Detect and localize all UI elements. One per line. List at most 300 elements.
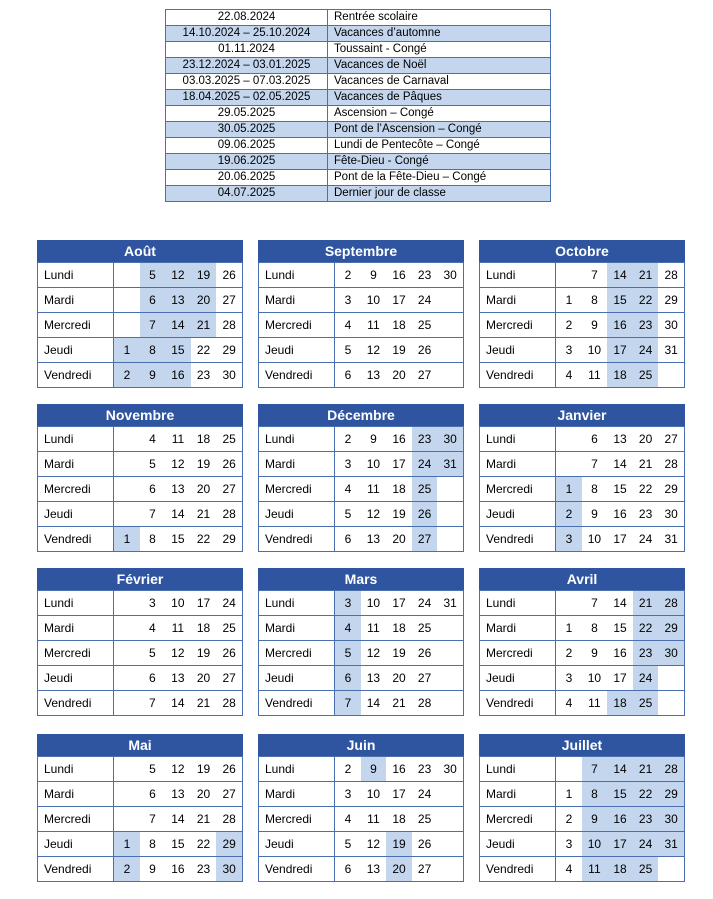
summary-date: 04.07.2025 bbox=[166, 186, 328, 202]
date-cell: 8 bbox=[582, 616, 608, 641]
date-cell: 21 bbox=[191, 502, 217, 527]
date-cell: 26 bbox=[216, 757, 242, 782]
date-cell: 3 bbox=[556, 527, 582, 552]
weekday-label: Vendredi bbox=[38, 363, 114, 388]
date-cell bbox=[437, 288, 463, 313]
date-cell: 8 bbox=[582, 782, 608, 807]
week-row bbox=[38, 502, 243, 527]
date-cell: 4 bbox=[335, 616, 361, 641]
date-cell: 20 bbox=[191, 666, 217, 691]
summary-label: Vacances de Carnaval bbox=[328, 74, 551, 90]
week-row bbox=[259, 502, 464, 527]
date-cell: 6 bbox=[140, 288, 165, 313]
date-cell: 17 bbox=[607, 527, 633, 552]
weekday-label: Jeudi bbox=[259, 502, 335, 527]
date-cell: 20 bbox=[191, 288, 217, 313]
date-cell: 12 bbox=[165, 641, 191, 666]
weekday-label: Lundi bbox=[38, 427, 114, 452]
week-row bbox=[259, 807, 464, 832]
date-cell: 14 bbox=[165, 502, 191, 527]
date-cell: 8 bbox=[140, 527, 165, 552]
weekday-label: Jeudi bbox=[480, 666, 556, 691]
date-cell: 9 bbox=[361, 427, 387, 452]
date-cell: 12 bbox=[361, 502, 387, 527]
weekday-label: Mardi bbox=[259, 288, 335, 313]
date-cell: 25 bbox=[216, 616, 242, 641]
weekday-label: Lundi bbox=[38, 591, 114, 616]
date-cell: 2 bbox=[114, 857, 140, 882]
date-cell: 18 bbox=[386, 807, 412, 832]
week-row bbox=[259, 313, 464, 338]
date-cell bbox=[437, 691, 463, 716]
date-cell: 18 bbox=[607, 857, 633, 882]
date-cell: 27 bbox=[658, 427, 684, 452]
date-cell: 29 bbox=[658, 477, 684, 502]
week-row bbox=[480, 832, 685, 857]
date-cell: 15 bbox=[607, 477, 633, 502]
month-calendar bbox=[258, 734, 464, 882]
date-cell bbox=[437, 527, 463, 552]
week-row bbox=[38, 782, 243, 807]
holiday-summary-table bbox=[165, 9, 551, 202]
date-cell: 8 bbox=[140, 832, 165, 857]
date-cell bbox=[437, 641, 463, 666]
month-calendar bbox=[479, 240, 685, 388]
week-row bbox=[38, 427, 243, 452]
summary-row bbox=[166, 122, 551, 138]
weekday-label: Mardi bbox=[480, 782, 556, 807]
month-title: Octobre bbox=[479, 240, 685, 262]
week-row bbox=[38, 527, 243, 552]
date-cell: 7 bbox=[140, 313, 165, 338]
month-calendar bbox=[37, 568, 243, 716]
weekday-label: Jeudi bbox=[259, 338, 335, 363]
date-cell: 16 bbox=[607, 502, 633, 527]
date-cell: 6 bbox=[335, 666, 361, 691]
date-cell: 13 bbox=[361, 666, 387, 691]
week-row bbox=[480, 477, 685, 502]
date-cell bbox=[114, 591, 140, 616]
date-cell: 30 bbox=[216, 363, 242, 388]
weekday-label: Jeudi bbox=[38, 502, 114, 527]
weekday-label: Mardi bbox=[480, 452, 556, 477]
date-cell: 24 bbox=[412, 591, 438, 616]
date-cell bbox=[114, 807, 140, 832]
date-cell: 29 bbox=[216, 832, 242, 857]
month-title: Juillet bbox=[479, 734, 685, 756]
date-cell: 27 bbox=[216, 782, 242, 807]
date-cell: 3 bbox=[335, 782, 361, 807]
date-cell bbox=[658, 666, 684, 691]
date-cell: 24 bbox=[412, 452, 438, 477]
date-cell: 5 bbox=[335, 502, 361, 527]
date-cell: 28 bbox=[658, 263, 684, 288]
date-cell: 31 bbox=[658, 832, 684, 857]
date-cell bbox=[114, 757, 140, 782]
weekday-label: Mardi bbox=[38, 782, 114, 807]
date-cell bbox=[658, 363, 684, 388]
week-row bbox=[480, 857, 685, 882]
date-cell: 6 bbox=[335, 363, 361, 388]
date-cell bbox=[114, 616, 140, 641]
date-cell bbox=[114, 288, 140, 313]
date-cell: 9 bbox=[582, 641, 608, 666]
date-cell: 6 bbox=[140, 782, 165, 807]
date-cell: 6 bbox=[140, 477, 165, 502]
date-cell bbox=[556, 452, 582, 477]
date-cell: 11 bbox=[582, 691, 608, 716]
week-row bbox=[480, 807, 685, 832]
date-cell: 9 bbox=[582, 313, 608, 338]
weekday-label: Mercredi bbox=[259, 807, 335, 832]
date-cell: 15 bbox=[165, 832, 191, 857]
date-cell: 19 bbox=[191, 263, 217, 288]
date-cell: 15 bbox=[165, 527, 191, 552]
date-cell: 14 bbox=[165, 313, 191, 338]
week-row bbox=[38, 313, 243, 338]
date-cell: 5 bbox=[140, 641, 165, 666]
date-cell: 4 bbox=[556, 857, 582, 882]
month-title: Décembre bbox=[258, 404, 464, 426]
summary-row bbox=[166, 10, 551, 26]
weekday-label: Vendredi bbox=[480, 363, 556, 388]
week-row bbox=[259, 666, 464, 691]
date-cell: 11 bbox=[361, 807, 387, 832]
date-cell: 24 bbox=[633, 338, 659, 363]
summary-date: 29.05.2025 bbox=[166, 106, 328, 122]
date-cell: 5 bbox=[335, 338, 361, 363]
date-cell: 9 bbox=[361, 263, 387, 288]
date-cell: 21 bbox=[633, 263, 659, 288]
date-cell: 30 bbox=[437, 757, 463, 782]
date-cell: 10 bbox=[165, 591, 191, 616]
week-row bbox=[38, 666, 243, 691]
date-cell: 19 bbox=[386, 641, 412, 666]
date-cell: 3 bbox=[556, 832, 582, 857]
date-cell: 14 bbox=[607, 263, 633, 288]
date-cell: 14 bbox=[165, 691, 191, 716]
date-cell: 17 bbox=[607, 666, 633, 691]
date-cell: 29 bbox=[216, 527, 242, 552]
weekday-label: Mardi bbox=[38, 452, 114, 477]
date-cell: 4 bbox=[556, 363, 582, 388]
date-cell: 25 bbox=[412, 313, 438, 338]
month-calendar bbox=[479, 568, 685, 716]
weekday-label: Mercredi bbox=[38, 477, 114, 502]
summary-row bbox=[166, 42, 551, 58]
weekday-label: Mardi bbox=[38, 616, 114, 641]
date-cell: 4 bbox=[556, 691, 582, 716]
summary-row bbox=[166, 106, 551, 122]
month-title: Mars bbox=[258, 568, 464, 590]
date-cell: 5 bbox=[335, 832, 361, 857]
date-cell bbox=[437, 477, 463, 502]
date-cell: 23 bbox=[633, 313, 659, 338]
date-cell: 8 bbox=[582, 477, 608, 502]
date-cell: 28 bbox=[658, 452, 684, 477]
date-cell: 10 bbox=[582, 666, 608, 691]
summary-row bbox=[166, 90, 551, 106]
date-cell: 22 bbox=[191, 527, 217, 552]
week-row bbox=[38, 857, 243, 882]
date-cell: 18 bbox=[607, 691, 633, 716]
date-cell: 13 bbox=[165, 288, 191, 313]
weekday-label: Vendredi bbox=[259, 363, 335, 388]
date-cell: 8 bbox=[140, 338, 165, 363]
week-row bbox=[259, 641, 464, 666]
week-row bbox=[480, 527, 685, 552]
date-cell: 29 bbox=[216, 338, 242, 363]
date-cell bbox=[437, 832, 463, 857]
summary-label: Ascension – Congé bbox=[328, 106, 551, 122]
weekday-label: Jeudi bbox=[259, 666, 335, 691]
date-cell: 21 bbox=[633, 757, 659, 782]
date-cell: 2 bbox=[114, 363, 140, 388]
weekday-label: Mardi bbox=[480, 616, 556, 641]
week-row bbox=[480, 313, 685, 338]
date-cell: 31 bbox=[658, 338, 684, 363]
date-cell: 22 bbox=[633, 477, 659, 502]
date-cell: 4 bbox=[335, 313, 361, 338]
weekday-label: Vendredi bbox=[480, 527, 556, 552]
date-cell: 19 bbox=[386, 338, 412, 363]
date-cell: 13 bbox=[361, 363, 387, 388]
date-cell: 4 bbox=[140, 427, 165, 452]
date-cell bbox=[114, 666, 140, 691]
week-row bbox=[38, 757, 243, 782]
date-cell: 11 bbox=[582, 857, 608, 882]
date-cell: 16 bbox=[386, 757, 412, 782]
date-cell: 10 bbox=[582, 338, 608, 363]
date-cell: 17 bbox=[386, 591, 412, 616]
date-cell: 4 bbox=[335, 807, 361, 832]
date-cell: 27 bbox=[216, 666, 242, 691]
date-cell: 24 bbox=[412, 288, 438, 313]
date-cell: 21 bbox=[191, 691, 217, 716]
week-row bbox=[480, 641, 685, 666]
week-row bbox=[480, 502, 685, 527]
weekday-label: Mercredi bbox=[259, 313, 335, 338]
week-row bbox=[480, 591, 685, 616]
date-cell: 11 bbox=[361, 477, 387, 502]
date-cell: 5 bbox=[140, 452, 165, 477]
summary-date: 09.06.2025 bbox=[166, 138, 328, 154]
month-calendar bbox=[37, 734, 243, 882]
date-cell: 30 bbox=[658, 807, 684, 832]
week-row bbox=[38, 832, 243, 857]
weekday-label: Lundi bbox=[480, 427, 556, 452]
date-cell: 20 bbox=[386, 666, 412, 691]
summary-label: Toussaint - Congé bbox=[328, 42, 551, 58]
date-cell: 28 bbox=[412, 691, 438, 716]
weekday-label: Mercredi bbox=[38, 807, 114, 832]
summary-date: 14.10.2024 – 25.10.2024 bbox=[166, 26, 328, 42]
week-row bbox=[259, 691, 464, 716]
date-cell: 25 bbox=[216, 427, 242, 452]
week-row bbox=[480, 263, 685, 288]
month-calendar bbox=[37, 240, 243, 388]
date-cell: 8 bbox=[582, 288, 608, 313]
date-cell: 2 bbox=[556, 807, 582, 832]
date-cell: 28 bbox=[658, 757, 684, 782]
weekday-label: Lundi bbox=[38, 263, 114, 288]
date-cell: 1 bbox=[556, 288, 582, 313]
date-cell: 7 bbox=[582, 452, 608, 477]
date-cell: 10 bbox=[582, 527, 608, 552]
weekday-label: Lundi bbox=[259, 591, 335, 616]
date-cell: 31 bbox=[437, 591, 463, 616]
week-row bbox=[38, 591, 243, 616]
weekday-label: Vendredi bbox=[38, 527, 114, 552]
date-cell: 1 bbox=[556, 616, 582, 641]
date-cell: 3 bbox=[140, 591, 165, 616]
date-cell: 16 bbox=[607, 313, 633, 338]
date-cell: 22 bbox=[633, 288, 659, 313]
date-cell: 15 bbox=[607, 616, 633, 641]
summary-row bbox=[166, 186, 551, 202]
weekday-label: Vendredi bbox=[259, 857, 335, 882]
date-cell: 10 bbox=[361, 591, 387, 616]
weekday-label: Mercredi bbox=[480, 807, 556, 832]
date-cell: 26 bbox=[412, 641, 438, 666]
date-cell: 12 bbox=[361, 641, 387, 666]
date-cell: 14 bbox=[607, 452, 633, 477]
weekday-label: Mardi bbox=[259, 782, 335, 807]
date-cell: 11 bbox=[165, 427, 191, 452]
date-cell: 30 bbox=[437, 263, 463, 288]
date-cell: 21 bbox=[386, 691, 412, 716]
month-calendar bbox=[258, 568, 464, 716]
week-row bbox=[480, 427, 685, 452]
summary-label: Pont de la Fête-Dieu – Congé bbox=[328, 170, 551, 186]
date-cell: 27 bbox=[216, 288, 242, 313]
date-cell: 16 bbox=[165, 363, 191, 388]
date-cell bbox=[114, 263, 140, 288]
date-cell: 12 bbox=[165, 452, 191, 477]
date-cell: 22 bbox=[191, 832, 217, 857]
date-cell: 21 bbox=[191, 807, 217, 832]
week-row bbox=[259, 527, 464, 552]
date-cell: 9 bbox=[361, 757, 387, 782]
week-row bbox=[259, 857, 464, 882]
date-cell: 19 bbox=[386, 832, 412, 857]
date-cell: 2 bbox=[556, 313, 582, 338]
date-cell: 1 bbox=[556, 782, 582, 807]
weekday-label: Lundi bbox=[259, 263, 335, 288]
weekday-label: Vendredi bbox=[38, 691, 114, 716]
month-title: Février bbox=[37, 568, 243, 590]
date-cell: 13 bbox=[361, 527, 387, 552]
date-cell: 27 bbox=[412, 857, 438, 882]
summary-date: 19.06.2025 bbox=[166, 154, 328, 170]
date-cell: 18 bbox=[607, 363, 633, 388]
date-cell: 25 bbox=[633, 691, 659, 716]
date-cell bbox=[114, 477, 140, 502]
date-cell: 22 bbox=[633, 616, 659, 641]
date-cell: 3 bbox=[335, 288, 361, 313]
date-cell bbox=[114, 427, 140, 452]
weekday-label: Mercredi bbox=[259, 477, 335, 502]
date-cell: 28 bbox=[216, 691, 242, 716]
date-cell: 23 bbox=[412, 263, 438, 288]
date-cell: 27 bbox=[412, 527, 438, 552]
date-cell: 11 bbox=[165, 616, 191, 641]
date-cell: 13 bbox=[361, 857, 387, 882]
summary-label: Vacances d’automne bbox=[328, 26, 551, 42]
date-cell: 22 bbox=[191, 338, 217, 363]
date-cell: 27 bbox=[216, 477, 242, 502]
date-cell: 6 bbox=[582, 427, 608, 452]
date-cell: 2 bbox=[335, 427, 361, 452]
date-cell: 16 bbox=[386, 263, 412, 288]
date-cell: 29 bbox=[658, 616, 684, 641]
weekday-label: Jeudi bbox=[259, 832, 335, 857]
date-cell: 19 bbox=[191, 452, 217, 477]
date-cell: 14 bbox=[607, 757, 633, 782]
date-cell: 25 bbox=[412, 477, 438, 502]
date-cell: 16 bbox=[607, 641, 633, 666]
date-cell: 7 bbox=[140, 502, 165, 527]
date-cell: 13 bbox=[165, 782, 191, 807]
date-cell: 9 bbox=[140, 363, 165, 388]
weekday-label: Lundi bbox=[38, 757, 114, 782]
date-cell: 25 bbox=[633, 857, 659, 882]
date-cell: 17 bbox=[607, 832, 633, 857]
date-cell bbox=[114, 691, 140, 716]
weekday-label: Mercredi bbox=[480, 313, 556, 338]
summary-row bbox=[166, 74, 551, 90]
date-cell: 31 bbox=[437, 452, 463, 477]
week-row bbox=[480, 452, 685, 477]
date-cell: 23 bbox=[633, 502, 659, 527]
date-cell: 27 bbox=[412, 666, 438, 691]
date-cell: 19 bbox=[191, 757, 217, 782]
date-cell: 21 bbox=[633, 452, 659, 477]
weekday-label: Mercredi bbox=[38, 641, 114, 666]
date-cell: 7 bbox=[582, 591, 608, 616]
date-cell: 5 bbox=[140, 757, 165, 782]
date-cell: 2 bbox=[556, 641, 582, 666]
summary-row bbox=[166, 154, 551, 170]
date-cell: 30 bbox=[658, 313, 684, 338]
date-cell bbox=[114, 313, 140, 338]
summary-row bbox=[166, 58, 551, 74]
date-cell: 18 bbox=[386, 616, 412, 641]
weekday-label: Lundi bbox=[480, 757, 556, 782]
date-cell: 13 bbox=[165, 666, 191, 691]
date-cell: 15 bbox=[607, 288, 633, 313]
weekday-label: Jeudi bbox=[38, 338, 114, 363]
date-cell bbox=[556, 263, 582, 288]
date-cell: 30 bbox=[437, 427, 463, 452]
date-cell: 3 bbox=[556, 666, 582, 691]
date-cell: 17 bbox=[191, 591, 217, 616]
date-cell: 13 bbox=[165, 477, 191, 502]
week-row bbox=[480, 782, 685, 807]
date-cell: 19 bbox=[191, 641, 217, 666]
date-cell: 9 bbox=[582, 807, 608, 832]
date-cell: 24 bbox=[633, 666, 659, 691]
date-cell bbox=[658, 691, 684, 716]
week-row bbox=[259, 832, 464, 857]
week-row bbox=[38, 477, 243, 502]
week-row bbox=[259, 338, 464, 363]
week-row bbox=[259, 263, 464, 288]
date-cell: 1 bbox=[114, 338, 140, 363]
date-cell: 21 bbox=[191, 313, 217, 338]
date-cell bbox=[114, 502, 140, 527]
date-cell: 26 bbox=[412, 502, 438, 527]
